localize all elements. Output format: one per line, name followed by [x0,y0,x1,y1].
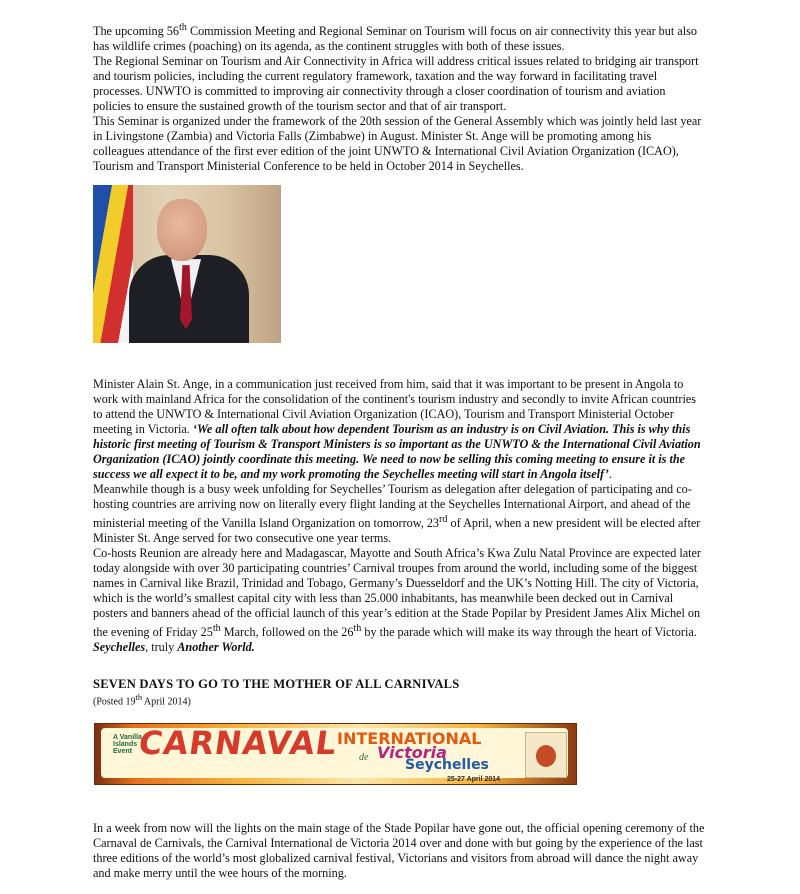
paragraph-minister [93,377,705,482]
paragraph-seminar: The Regional Seminar on Tourism and Air Connectivity in Africa will address critical issues related to bridging air transport and tourism policies, including the current regulatory framework, taxation and the way forward in facilitating travel processes. UNWTO is committed to improving air connectivity through a closer coordination of tourism and aviation policies to ensure the sustained growth of the tourism sector and that of air transport. [93,54,699,114]
banner-event-label: A Vanilla Islands Event [113,733,142,755]
carnival-banner [94,723,577,785]
article [93,20,705,881]
superscript: th [353,623,362,635]
seychelles-flag [93,185,133,343]
mask-logo-icon [525,732,567,778]
text: Meanwhile though is a busy week unfolding for Seychelles’ Tourism as delegation after delegation of participating and co-hosting countries are arriving now on literally every flight landing at the Seychelles International Airport, and ahead of the ministerial meeting of the Vanilla Island Organization on tomorrow, 23 [93,482,692,531]
section-heading: SEVEN DAYS TO GO TO THE MOTHER OF ALL CARNIVALS [93,677,460,692]
banner-inner [101,723,568,783]
banner-carnaval-logo: CARNAVAL [136,723,340,762]
text: , truly [145,640,178,655]
paragraph-week-from-now: In a week from now will the lights on the main stage of the Stade Popilar have gone out, the official opening ceremony of the Carnaval de Carnivals, the Carnival International de Victoria 2014 over and done with but going by the experience of the last three editions of the world’s most globalized carnival festival, Victorians and visitors from abroad will dance the night away and make merry until the wee hours of the morning. [93,820,705,880]
photo-head [157,199,207,261]
text: by the parade which will make its way through the heart of Victoria. [361,625,697,640]
brand-tagline: Another World. [177,640,255,655]
text: April 2014) [141,696,191,708]
text: Commission Meeting and Regional Seminar on Tourism will focus on air connectivity this year but also has wildlife crimes (poaching) on its agenda, as the continent struggles with both of these issues. [93,24,697,54]
paragraph-intro [93,20,705,54]
minister-photo [93,185,281,343]
minister-quote: ‘We all often talk about how dependent Tourism as an industry is on Civil Aviation. This is why this historic first meeting of Tourism & Transport Ministers is so important as the UNWTO & the International Civil Aviation Organization (ICAO) jointly coordinate this meeting. We need to now be selling this coming meeting to ensure it is the success we all expect it to be, and my work promoting the Seychelles meeting will start in Angola itself’ [93,422,701,482]
paragraph-cohosts [93,546,705,655]
text: The upcoming 56 [93,24,179,39]
banner-seychelles: Seychelles [405,756,489,773]
banner-dates: 25-27 April 2014 [447,775,501,783]
banner-victoria: Victoria [377,742,447,762]
brand-seychelles: Seychelles [93,640,146,655]
banner-de: de [359,751,369,763]
superscript: rd [439,514,448,526]
text: Minister Alain St. Ange, in a communication just received from him, said that it was important to be present in Angola to work with mainland Africa for the consolidation of the continent's tourism industry and secondly to invite African countries to attend the UNWTO & International Civil Aviation Organization (ICAO), Tourism and Transport Ministerial October meeting in Victoria. [93,377,696,437]
superscript: th [212,623,221,635]
superscript: th [135,693,142,703]
paragraph-framework: This Seminar is organized under the framework of the 20th session of the General Assembly which was jointly held last year in Livingstone (Zambia) and Victoria Falls (Zimbabwe) in August. Minister St. Ange will be promoting among his colleagues attendance of the first ever edition of the joint UNWTO & International Civil Aviation Organization (ICAO), Tourism and Transport Ministerial Conference to be held in October 2014 in Seychelles. [93,114,702,174]
banner-international: INTERNATIONAL [337,728,482,748]
text: March, followed on the 26 [220,625,354,640]
text: Co-hosts Reunion are already here and Madagascar, Mayotte and South Africa’s Kwa Zulu Natal Province are expected later today alongside with over 30 participating countries’ Carnival troupes from around the world, including some of the biggest names in Carnival like Brazil, Trinidad and Tobago, Germany’s Duesseldorf and the UK’s Notting Hill. The city of Victoria, which is the world’s smallest capital city with less than 25.000 inhabitants, has meanwhile been decked out in Carnival posters and banners ahead of the official launch of this year’s edition at the Stade Popilar by President James Alix Michel on the evening of Friday 25 [93,546,701,640]
posted-date [93,692,705,708]
text: of April, when a new president will be elected after Minister St. Ange served for two consecutive one year terms. [93,516,701,546]
paragraph-week [93,482,705,546]
text: . [608,467,612,482]
text: (Posted 19 [93,696,136,708]
superscript: th [178,22,187,33]
